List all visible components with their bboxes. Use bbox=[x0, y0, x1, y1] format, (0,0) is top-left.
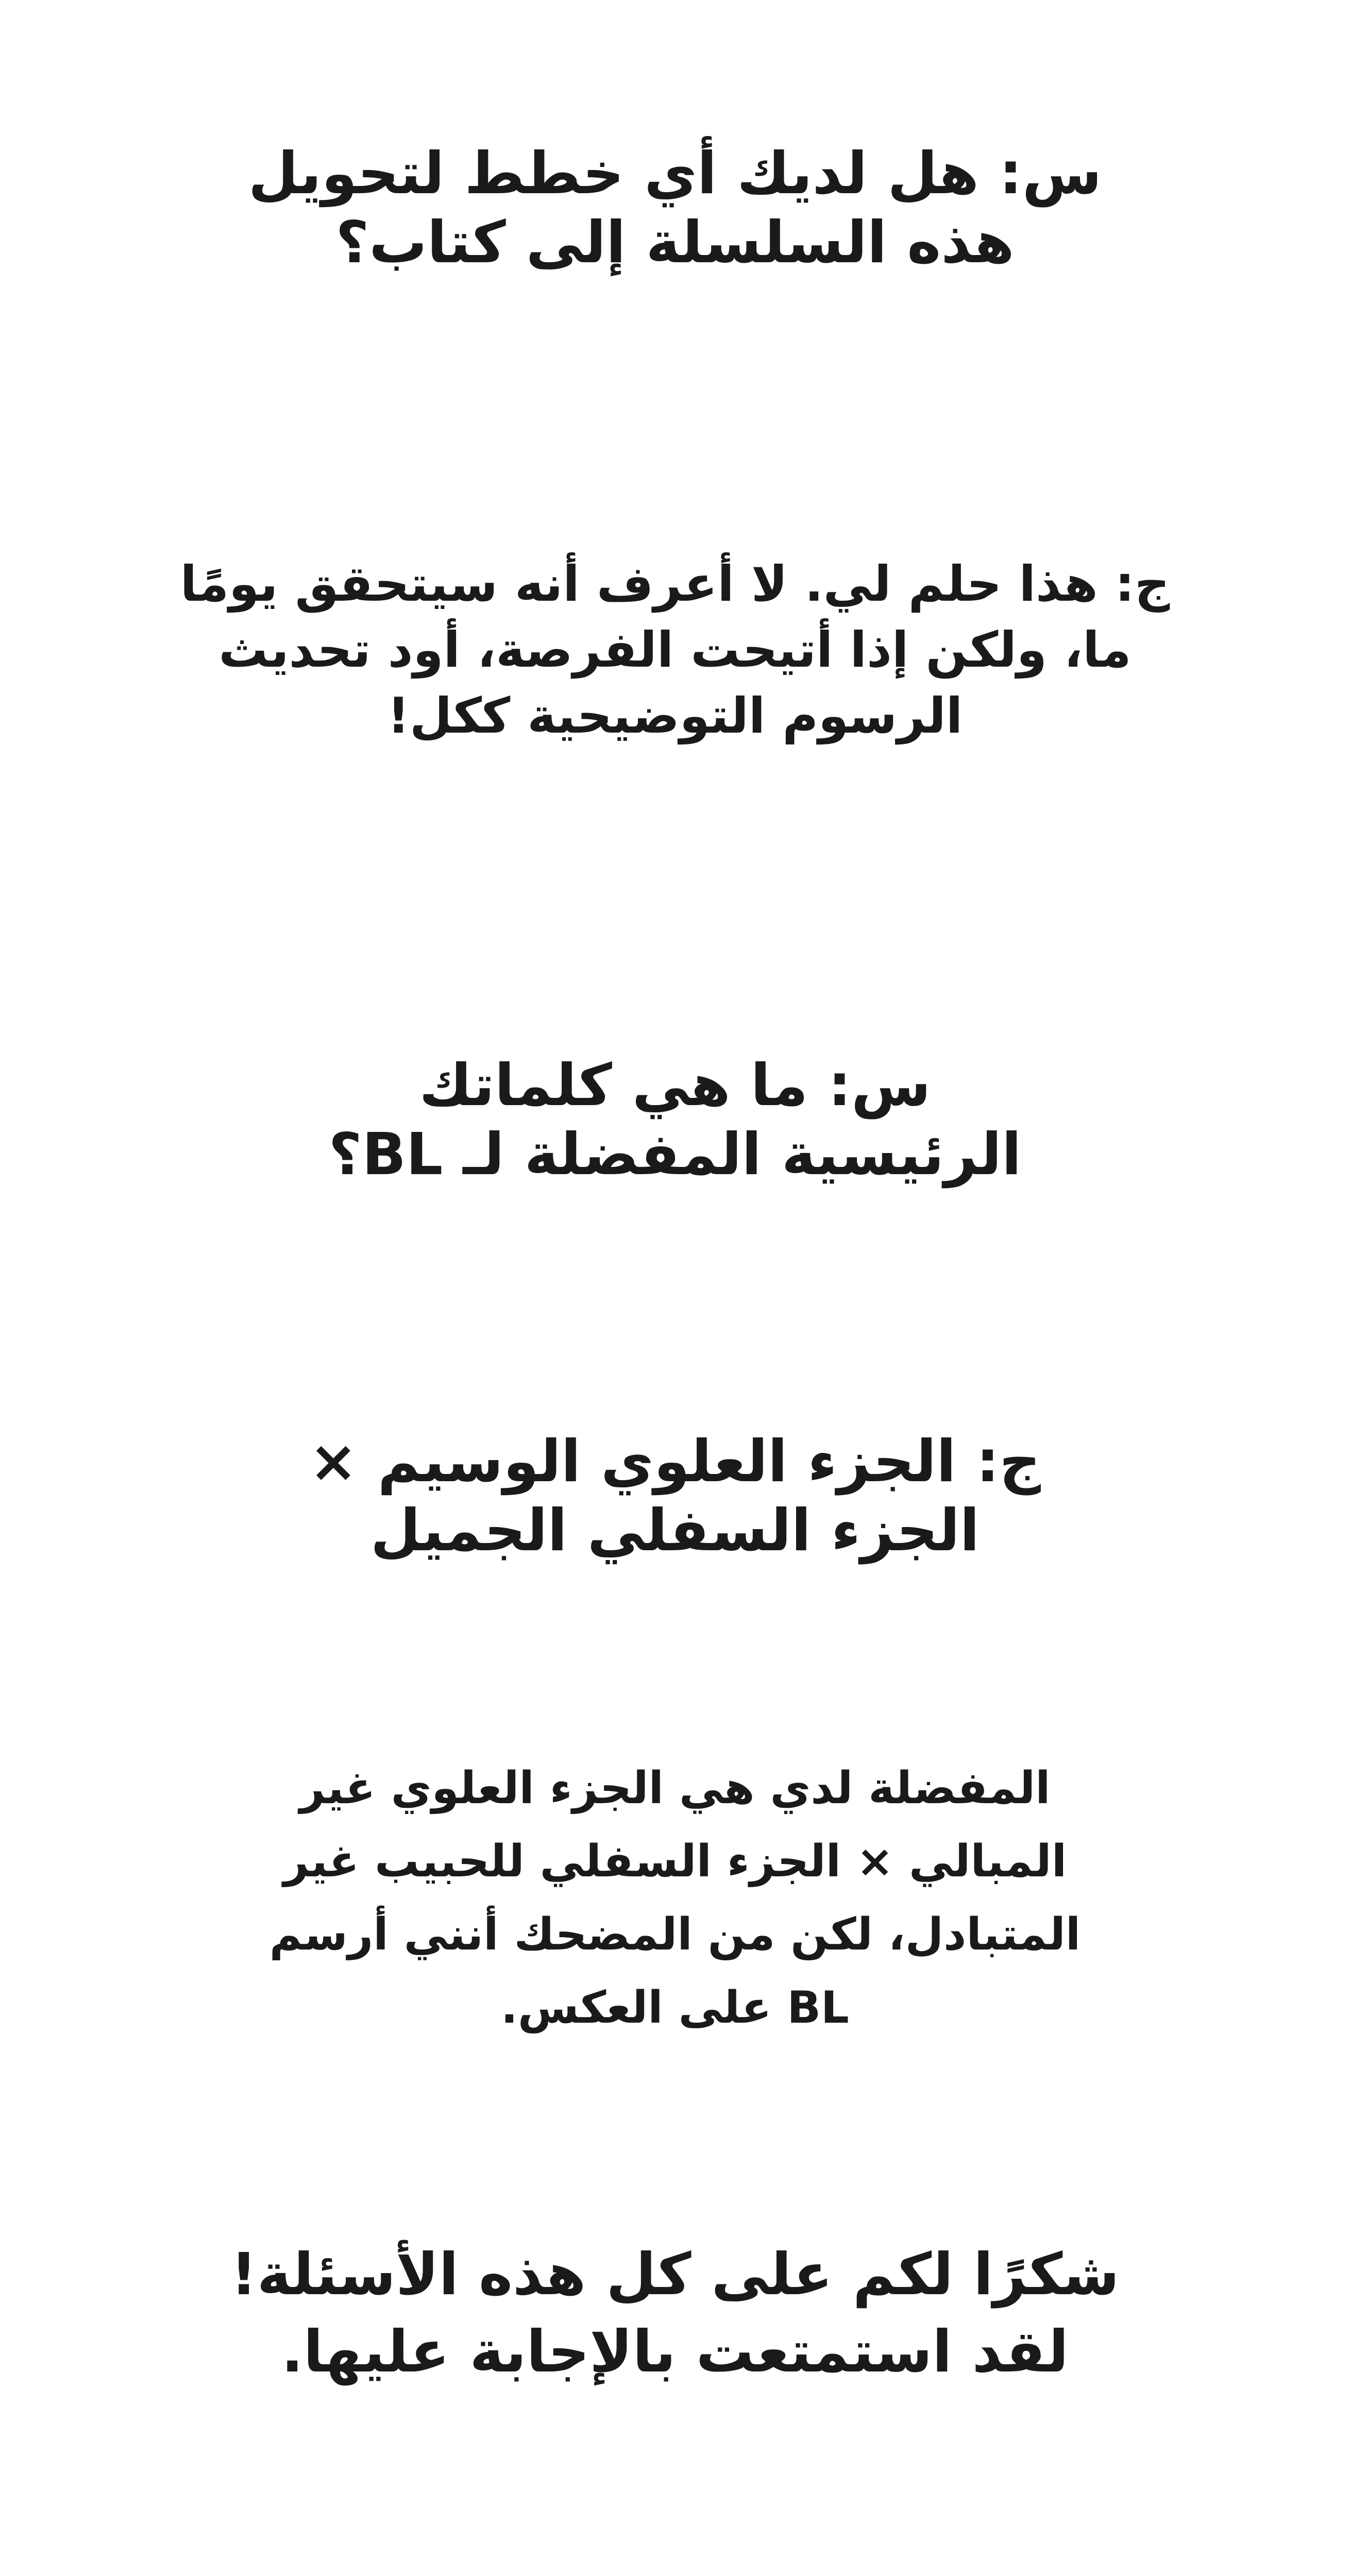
thanks-questions bbox=[0, 2236, 1350, 2391]
answer-2-line-1: ج: الجزء العلوي الوسيم × bbox=[309, 1428, 1041, 1495]
question-2-line-2: الرئيسية المفضلة لـ BL؟ bbox=[328, 1121, 1022, 1188]
answer-1-line-3: الرسوم التوضيحية ككل! bbox=[387, 688, 963, 744]
thanks-questions-line-2: لقد استمتعت بالإجابة عليها. bbox=[281, 2318, 1069, 2385]
answer-1-line-2: ما، ولكن إذا أتيحت الفرصة، أود تحديث bbox=[218, 622, 1132, 679]
question-2-line-1: س: ما هي كلماتك bbox=[419, 1052, 931, 1119]
answer-2 bbox=[0, 1427, 1350, 1565]
question-1-line-2: هذه السلسلة إلى كتاب؟ bbox=[335, 209, 1015, 276]
note-favorite bbox=[0, 1752, 1350, 2044]
note-favorite-line-1: المفضلة لدي هي الجزء العلوي غير bbox=[299, 1762, 1051, 1814]
question-1 bbox=[0, 139, 1350, 277]
question-2 bbox=[0, 1051, 1350, 1189]
note-favorite-line-3: المتبادل، لكن من المضحك أنني أرسم bbox=[269, 1909, 1081, 1960]
answer-1 bbox=[0, 551, 1350, 749]
note-favorite-line-4: BL على العكس. bbox=[501, 1982, 849, 2033]
answer-1-line-1: ج: هذا حلم لي. لا أعرف أنه سيتحقق يومًا bbox=[180, 556, 1170, 613]
answer-2-line-2: الجزء السفلي الجميل bbox=[370, 1497, 980, 1564]
note-favorite-line-2: المبالي × الجزء السفلي للحبيب غير bbox=[283, 1836, 1067, 1887]
thanks-questions-line-1: شكرًا لكم على كل هذه الأسئلة! bbox=[230, 2241, 1120, 2308]
question-1-line-1: س: هل لديك أي خطط لتحويل bbox=[248, 140, 1102, 207]
